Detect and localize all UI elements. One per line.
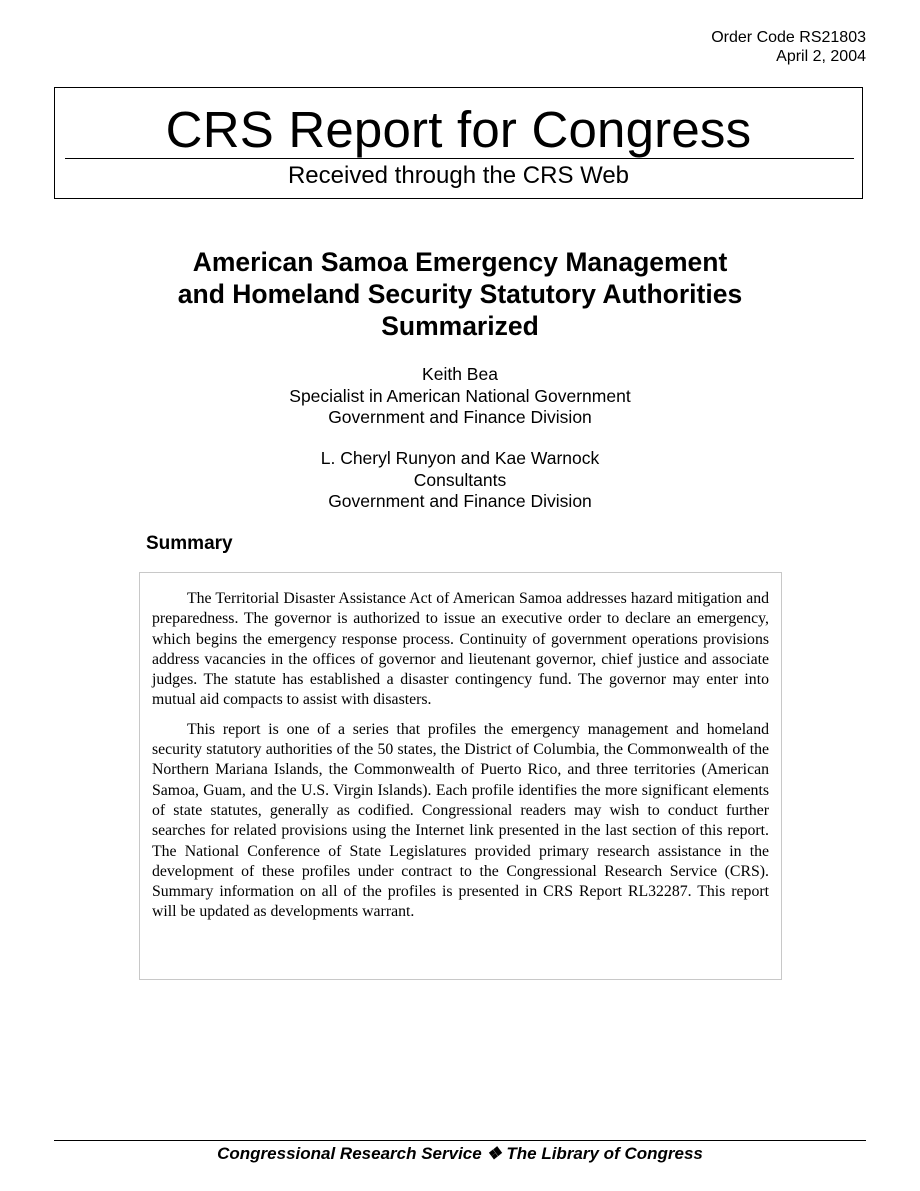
- summary-paragraph: The Territorial Disaster Assistance Act of American Samoa addresses hazard mitigation and preparedness. The governor is authorized to issue an executive order to declare an emergency, which begins the emergency response process. Continuity of government operations provisions address vacancies in the offices of governor and lieutenant governor, chief justice and associate judges. The statute has established a disaster contingency fund. The governor may enter into mutual aid compacts to assist with disasters.: [152, 590, 769, 709]
- author-division: Government and Finance Division: [328, 491, 592, 511]
- report-title-line: Summarized: [381, 311, 539, 341]
- report-date: April 2, 2004: [776, 48, 866, 65]
- report-title-line: and Homeland Security Statutory Authorities: [177, 279, 743, 309]
- footer-divider: [54, 1140, 866, 1141]
- summary-paragraph: This report is one of a series that profiles the emergency management and homeland security statutory authorities of the 50 states, the District of Columbia, the Commonwealth of the Northern Mariana Islands, the Commonwealth of Puerto Rico, and three territories (American Samoa, Guam, and the U.S. Virgin Islands). Each profile identifies the more significant elements of state statutes, generally as codified. Congressional readers may wish to conduct further searches for related provisions using the Internet link presented in the last section of this report. The National Conference of State Legislatures provided primary research assistance in the development of these profiles under contract to the Congressional Research Service (CRS). Summary information on all of the profiles is presented in CRS Report RL32287. This report will be updated as developments warrant.: [152, 720, 769, 921]
- author-block-consultants: [0, 448, 920, 513]
- order-code-block: [711, 28, 866, 66]
- author-name: Keith Bea: [422, 364, 498, 384]
- report-title-line: American Samoa Emergency Management: [192, 247, 728, 277]
- author-role: Specialist in American National Government: [289, 385, 631, 406]
- author-block-primary: [0, 364, 920, 429]
- banner-title: CRS Report for Congress: [165, 101, 752, 158]
- crs-banner: [54, 87, 863, 199]
- order-code: Order Code RS21803: [711, 29, 866, 46]
- author-division: Government and Finance Division: [328, 407, 592, 427]
- author-role: Consultants: [413, 469, 507, 490]
- report-title: [0, 246, 920, 342]
- footer-text: Congressional Research Service ❖ The Library of Congress: [217, 1144, 703, 1163]
- summary-heading: Summary: [146, 533, 233, 554]
- summary-box: [139, 572, 782, 980]
- author-name: L. Cheryl Runyon and Kae Warnock: [320, 448, 600, 468]
- banner-subtitle: Received through the CRS Web: [287, 162, 630, 189]
- banner-divider: [65, 158, 854, 159]
